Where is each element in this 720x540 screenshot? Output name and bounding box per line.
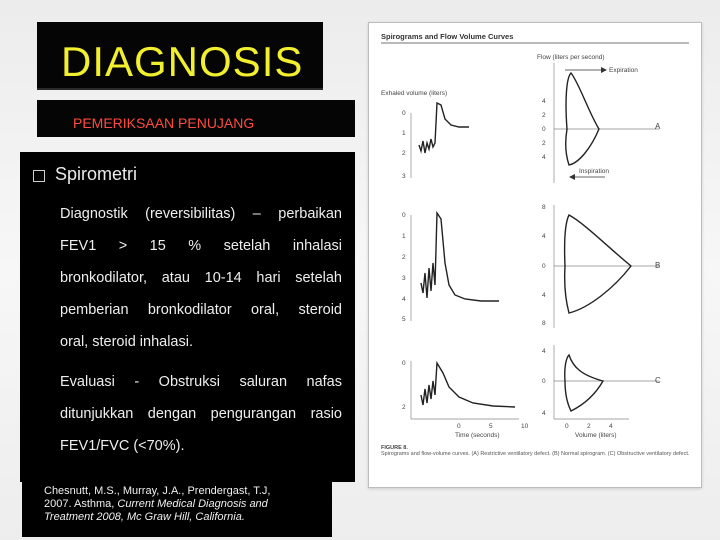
tick-label: 0 (542, 378, 546, 385)
para1-line: FEV1 > 15 % setelah inhalasi (60, 238, 342, 254)
citation-book-title: Current Medical Diagnosis and (117, 498, 268, 510)
tick-label: 4 (542, 410, 546, 417)
tick-label: 5 (402, 316, 406, 323)
tick-label: 8 (542, 320, 546, 327)
slide-subtitle: PEMERIKSAAN PENUJANG (73, 115, 255, 131)
tick-label: 0 (542, 263, 546, 270)
panel-c-label: C (655, 376, 661, 385)
tick-label: 2 (402, 150, 406, 157)
tick-label: 1 (402, 233, 406, 240)
tick-label: 4 (542, 233, 546, 240)
tick-label: 2 (402, 254, 406, 261)
tick-label: 0 (457, 423, 461, 430)
citation (22, 482, 332, 537)
tick-label: 0 (402, 360, 406, 367)
tick-label: 0 (402, 212, 406, 219)
spirogram-figure (369, 23, 701, 487)
volume-axis-label: Volume (liters) (575, 432, 617, 439)
citation-year-text: 2007. Asthma, (44, 498, 118, 510)
tick-label: 4 (402, 296, 406, 303)
tick-label: 3 (402, 275, 406, 282)
tick-label: 2 (587, 423, 591, 430)
panel-b-label: B (655, 261, 661, 270)
bullet-square-icon (33, 170, 45, 182)
para1-line: pemberian bronkodilator oral, steroid (60, 302, 342, 318)
flow-axis-label: Flow (liters per second) (537, 54, 605, 61)
subtitle-box (37, 100, 355, 137)
para1-line: Diagnostik (reversibilitas) – perbaikan (60, 206, 342, 222)
inspiration-label: Inspiration (579, 168, 609, 175)
tick-label: 0 (542, 126, 546, 133)
tick-label: 4 (542, 292, 546, 299)
citation-line-2 (44, 498, 332, 511)
tick-label: 8 (542, 204, 546, 211)
tick-label: 1 (402, 130, 406, 137)
citation-line-1: Chesnutt, M.S., Murray, J.A., Prendergast, T.J, (44, 485, 271, 497)
tick-label: 4 (542, 348, 546, 355)
citation-book-title-cont: Treatment 2008 (44, 511, 121, 523)
tick-label: 0 (402, 110, 406, 117)
tick-label: 4 (542, 98, 546, 105)
tick-label: 2 (542, 140, 546, 147)
tick-label: 0 (565, 423, 569, 430)
tick-label: 4 (609, 423, 613, 430)
para2-line: FEV1/FVC (<70%). (60, 438, 185, 454)
para1-line: oral, steroid inhalasi. (60, 334, 193, 350)
tick-label: 3 (402, 173, 406, 180)
tick-label: 5 (489, 423, 493, 430)
panel-a-label: A (655, 122, 661, 131)
para1-line: bronkodilator, atau 10-14 hari setelah (60, 270, 342, 286)
content-box (20, 152, 355, 482)
figure-title: Spirograms and Flow Volume Curves (381, 32, 514, 41)
exhaled-volume-label: Exhaled volume (liters) (381, 90, 448, 97)
slide-title: DIAGNOSIS (61, 38, 304, 85)
title-box (37, 22, 323, 90)
tick-label: 4 (542, 154, 546, 161)
citation-line-3 (44, 511, 332, 524)
citation-publisher: , Mc Graw Hill, California. (120, 511, 245, 523)
expiration-label: Expiration (609, 67, 638, 74)
tick-label: 2 (542, 112, 546, 119)
figure-caption-title: FIGURE 8. (381, 445, 408, 451)
content-heading: Spirometri (55, 164, 138, 184)
figure-caption: Spirograms and flow-volume curves. (A) Restrictive ventilatory defect. (B) Normal spirogram. (C) Obstructive ventilatory defect. (381, 451, 690, 457)
figure-frame (368, 22, 702, 488)
tick-label: 10 (521, 423, 529, 430)
para2-line: ditunjukkan dengan pengurangan rasio (60, 406, 342, 422)
time-axis-label: Time (seconds) (455, 432, 500, 439)
tick-label: 2 (402, 404, 406, 411)
para2-line: Evaluasi - Obstruksi saluran nafas (60, 374, 342, 390)
